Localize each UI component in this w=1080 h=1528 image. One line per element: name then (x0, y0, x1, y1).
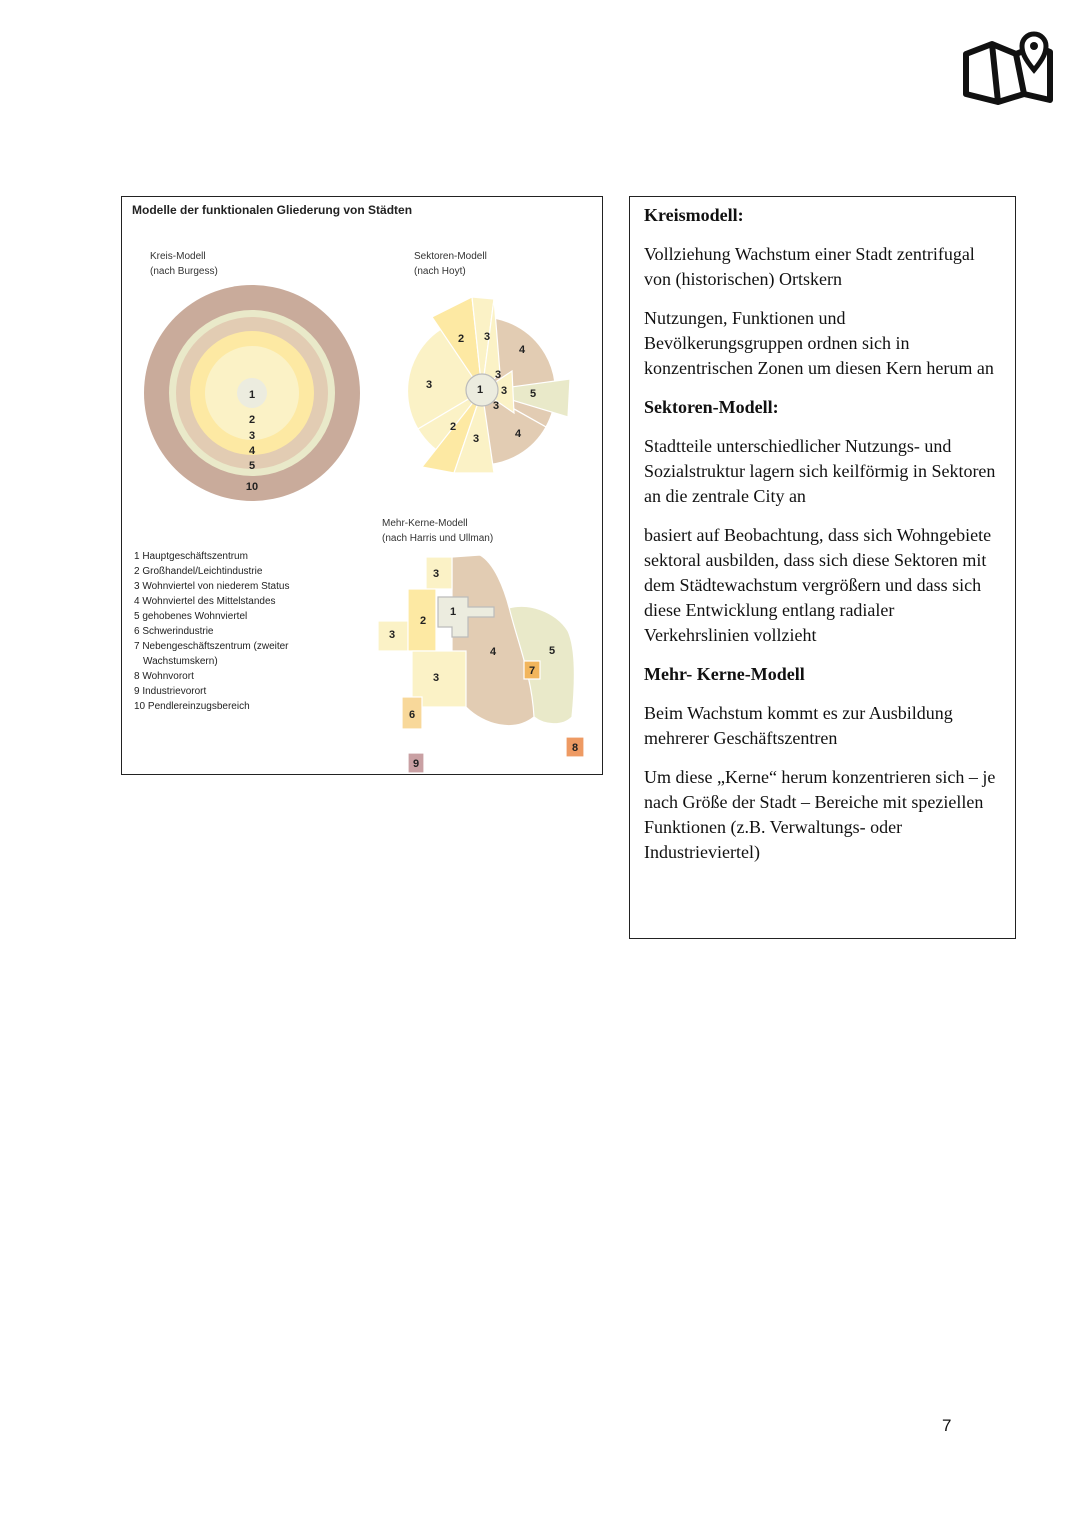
legend-item: Wachstumskern) (143, 656, 218, 667)
sektor-label: 3 (500, 385, 508, 397)
sektor-label: 3 (425, 379, 433, 391)
kerne-label: 8 (571, 742, 579, 754)
kerne-label: 2 (419, 615, 427, 627)
kreismodell-paragraph-1: Vollziehung Wachstum einer Stadt zentrifugal von (historischen) Ortskern (644, 244, 975, 289)
kreis-label-5: 5 (248, 460, 256, 472)
heading-kreismodell: Kreismodell: (644, 205, 744, 225)
city-models-figure (121, 196, 603, 775)
sektor-label: 3 (494, 369, 502, 381)
mehrkerne-model-label: Mehr-Kerne-Modell (nach Harris und Ullman) (382, 518, 494, 544)
figure-title: Modelle der funktionalen Gliederung von Städten (132, 203, 413, 217)
models-diagram (122, 197, 604, 776)
sektor-label: 5 (529, 388, 537, 400)
kerne-label: 3 (432, 568, 440, 580)
kerne-label: 7 (528, 665, 536, 677)
page-number: 7 (942, 1416, 952, 1435)
legend-item: 6 Schwerindustrie (134, 626, 214, 637)
sektor-label: 2 (449, 421, 457, 433)
legend-item: 7 Nebengeschäftszentrum (zweiter (134, 641, 289, 652)
kreis-label-2: 2 (248, 414, 256, 426)
kreis-label-3: 3 (248, 430, 256, 442)
kreis-label-10: 10 (245, 481, 259, 493)
legend-item: 10 Pendlereinzugsbereich (134, 701, 250, 712)
sektoren-paragraph-1: Stadtteile unterschiedlicher Nutzungs- und Sozialstruktur lagern sich keilförmig in Sektoren an die zentrale City an (644, 436, 996, 506)
kerne-label: 4 (489, 646, 497, 658)
sektor-label: 2 (457, 333, 465, 345)
sektor-label: 3 (483, 331, 491, 343)
kerne-label: 9 (412, 758, 420, 770)
sektoren-model-label: Sektoren-Modell (nach Hoyt) (414, 251, 487, 277)
legend-item: 2 Großhandel/Leichtindustrie (134, 566, 263, 577)
sektor-label: 4 (514, 428, 522, 440)
sektoren-paragraph-2: basiert auf Beobachtung, dass sich Wohngebiete sektoral ausbilden, dass sich diese Sektoren mit dem Städtewachstum vergrößern und dass sich diese Entwicklung entlang radialer Verkehrslinien vollzieht (644, 525, 992, 645)
mehrkerne-model-diagram (378, 555, 584, 773)
kreis-label-1: 1 (248, 389, 256, 401)
legend-item: 8 Wohnvorort (134, 671, 194, 682)
mehrkerne-paragraph-2: Um diese „Kerne“ herum konzentrieren sich – je nach Größe der Stadt – Bereiche mit speziellen Funktionen (z.B. Verwaltungs- oder Industrieviertel) (644, 767, 996, 862)
map-pin-icon (960, 30, 1056, 108)
legend-item: 1 Hauptgeschäftszentrum (134, 551, 248, 562)
kerne-label: 3 (388, 629, 396, 641)
kreis-label-4: 4 (248, 445, 256, 457)
kerne-label: 6 (408, 709, 416, 721)
legend-item: 3 Wohnviertel von niederem Status (134, 581, 290, 592)
kreismodell-paragraph-2: Nutzungen, Funktionen und Bevölkerungsgruppen ordnen sich in konzentrischen Zonen um diesen Kern herum an (644, 308, 994, 378)
kreis-model-diagram (144, 285, 360, 501)
sektor-label: 3 (472, 433, 480, 445)
mehrkerne-paragraph-1: Beim Wachstum kommt es zur Ausbildung mehrerer Geschäftszentren (644, 703, 953, 748)
kreis-model-label: Kreis-Modell (nach Burgess) (150, 251, 218, 277)
heading-sektoren-modell: Sektoren-Modell: (644, 397, 779, 417)
sektoren-model-diagram (407, 297, 570, 473)
sektor-label: 3 (492, 400, 500, 412)
kerne-label: 1 (449, 606, 457, 618)
kerne-label: 5 (548, 645, 556, 657)
legend-item: 5 gehobenes Wohnviertel (134, 611, 248, 622)
legend-item: 4 Wohnviertel des Mittelstandes (134, 596, 276, 607)
sektor-label: 1 (476, 384, 484, 396)
heading-mehr-kerne-modell: Mehr- Kerne-Modell (644, 664, 805, 684)
explanation-textbox (629, 196, 1016, 939)
kerne-label: 3 (432, 672, 440, 684)
legend-item: 9 Industrievorort (134, 686, 207, 697)
sektor-label: 4 (518, 344, 526, 356)
